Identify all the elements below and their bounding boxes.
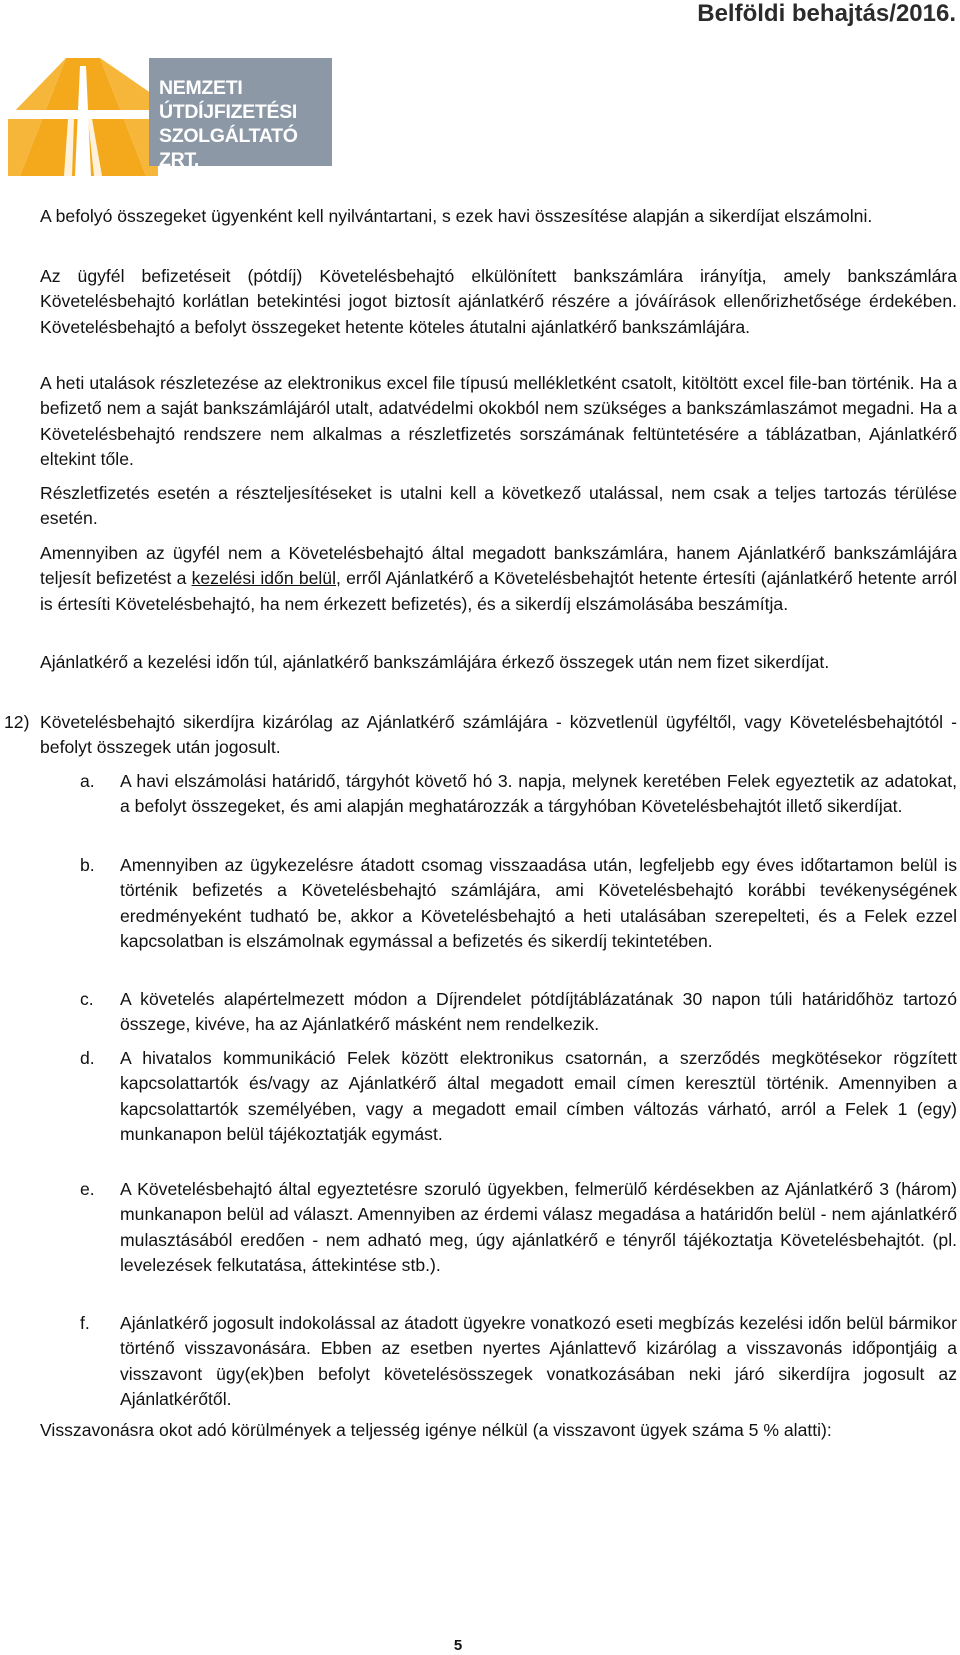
sub-item-label: d. (80, 1048, 95, 1068)
item-number: 12) (4, 712, 30, 732)
road-logo-icon (8, 58, 158, 188)
paragraph-5 (40, 541, 957, 617)
paragraph-4: Részletfizetés esetén a részteljesítéseket is utalni kell a következő utalással, nem csak a teljes tartozás térülése esetén. (40, 483, 957, 529)
page-header-title: Belföldi behajtás/2016. (697, 0, 956, 27)
page-number: 5 (453, 1637, 463, 1654)
sub-item-b (80, 853, 957, 954)
sub-item-e (80, 1177, 957, 1278)
logo-wordmark (149, 58, 332, 171)
closing-paragraph: Visszavonásra okot adó körülmények a teljesség igénye nélkül (a visszavont ügyek száma 5 % alatti): (40, 1420, 832, 1440)
paragraph-6: Ajánlatkérő a kezelési időn túl, ajánlatkérő bankszámlájára érkező összegek után nem fizet sikerdíjat. (40, 652, 830, 672)
sub-item-f (80, 1311, 957, 1412)
sub-item-a (80, 769, 957, 820)
sub-item-label: a. (80, 771, 95, 791)
logo-line-2: ÚTDÍJFIZETÉSI (159, 101, 298, 123)
sub-item-text: A havi elszámolási határidő, tárgyhót követő hó 3. napja, melynek keretében Felek egyeztetik az adatokat, a befolyt összegeket, és ami alapján meghatározzák a tárgyhóban Követelésbehajtót illető sikerdíjat. (120, 771, 957, 817)
sub-item-label: b. (80, 855, 95, 875)
numbered-item-12 (4, 710, 957, 761)
logo-line-3: SZOLGÁLTATÓ ZRT. (159, 125, 298, 171)
company-logo (8, 58, 328, 188)
sub-item-text: A hivatalos kommunikáció Felek között elektronikus csatornán, a szerződés megkötésekor rögzített kapcsolattartók és/vagy az Ajánlatkérő által megadott email címen keresztül történik. Amennyiben a kapcsolattartók személyében, vagy a megadott email címben változás várható, arról a Felek 1 (egy) munkanapon belül tájékoztatják egymást. (120, 1048, 957, 1144)
logo-line-1: NEMZETI (159, 77, 243, 99)
sub-item-text: Ajánlatkérő jogosult indokolással az átadott ügyekre vonatkozó eseti megbízás kezelési időn belül bármikor történő visszavonására. Ebben az esetben nyertes Ajánlattevő kizárólag a visszavonás időpontjáig a visszavont ügy(ek)ben befolyt követelésösszegek vonatkozásában neki járó sikerdíjra jogosult az Ajánlatkérőtől. (120, 1313, 957, 1409)
paragraph-1: A befolyó összegeket ügyenként kell nyilvántartani, s ezek havi összesítése alapján a sikerdíjat elszámolni. (40, 206, 873, 226)
paragraph-5-text-b: , erről Ajánlatkérő a Követelésbehajtót hetente értesíti (ajánlatkérő hetente arról is értesíti Követelésbehajtó, ha nem érkezett befizetés), és a sikerdíj elszámolásába beszámítja. (40, 568, 958, 614)
sub-item-text: Amennyiben az ügykezelésre átadott csomag visszaadása után, legfeljebb egy éves időtartamon belül is történik befizetés a Követelésbehajtó számlájára, ami Követelésbehajtó korábbi tevékenységének eredményeként tudható be, akkor a Követelésbehajtó a heti utalásában szerepelteti, és a Felek ezzel kapcsolatban is elszámolnak egymással a befizetés és sikerdíj tekintetében. (120, 855, 957, 951)
paragraph-2: Az ügyfél befizetéseit (pótdíj) Követelésbehajtó elkülönített bankszámlára irányítja, amely bankszámlára Követelésbehajtó korlátlan betekintési jogot biztosít ajánlatkérő részére a jóváírások ellenőrizhetősége érdekében. Követelésbehajtó a befolyt összegeket hetente köteles átutalni ajánlatkérő bankszámlájára. (40, 266, 957, 337)
item-text: Követelésbehajtó sikerdíjra kizárólag az Ajánlatkérő számlájára - közvetlenül ügyféltől, vagy Követelésbehajtótól - befolyt összegek után jogosult. (40, 712, 957, 758)
paragraph-3: A heti utalások részletezése az elektronikus excel file típusú mellékletként csatolt, kitöltött excel file-ban történik. Ha a befizető nem a saját bankszámlájáról utalt, adatvédelmi okokból nem szükséges a bankszámlaszámot megadni. Ha a Követelésbehajtó rendszere nem alkalmas a részletfizetés sorszámának feltüntetésére a táblázatban, Ajánlatkérő eltekint tőle. (40, 373, 957, 469)
sub-item-d (80, 1046, 957, 1147)
sub-item-c (80, 987, 957, 1038)
sub-item-label: c. (80, 989, 94, 1009)
underlined-phrase: kezelési időn belül (191, 568, 336, 589)
sub-item-label: f. (80, 1313, 90, 1333)
sub-item-label: e. (80, 1179, 95, 1199)
sub-item-text: A Követelésbehajtó által egyeztetésre szoruló ügyekben, felmerülő kérdésekben az Ajánlatkérő 3 (három) munkanapon belül ad választ. Amennyiben az érdemi válasz megadása a határidőn belül - nem ajánlatkérő mulasztásából eredően - nem adható meg, úgy ajánlatkérő e tényről tájékoztatja Követelésbehajtót. (pl. levelezések felkutatása, áttekintése stb.). (120, 1179, 957, 1275)
sub-item-text: A követelés alapértelmezett módon a Díjrendelet pótdíjtáblázatának 30 napon túli határidőhöz tartozó összege, kivéve, ha az Ajánlatkérő másként nem rendelkezik. (120, 989, 957, 1035)
paragraph-5-text-a: Amennyiben az ügyfél nem a Követelésbehajtó által megadott bankszámlára, hanem Ajánlatkérő bankszámlájára teljesít befizetést a (40, 543, 957, 589)
